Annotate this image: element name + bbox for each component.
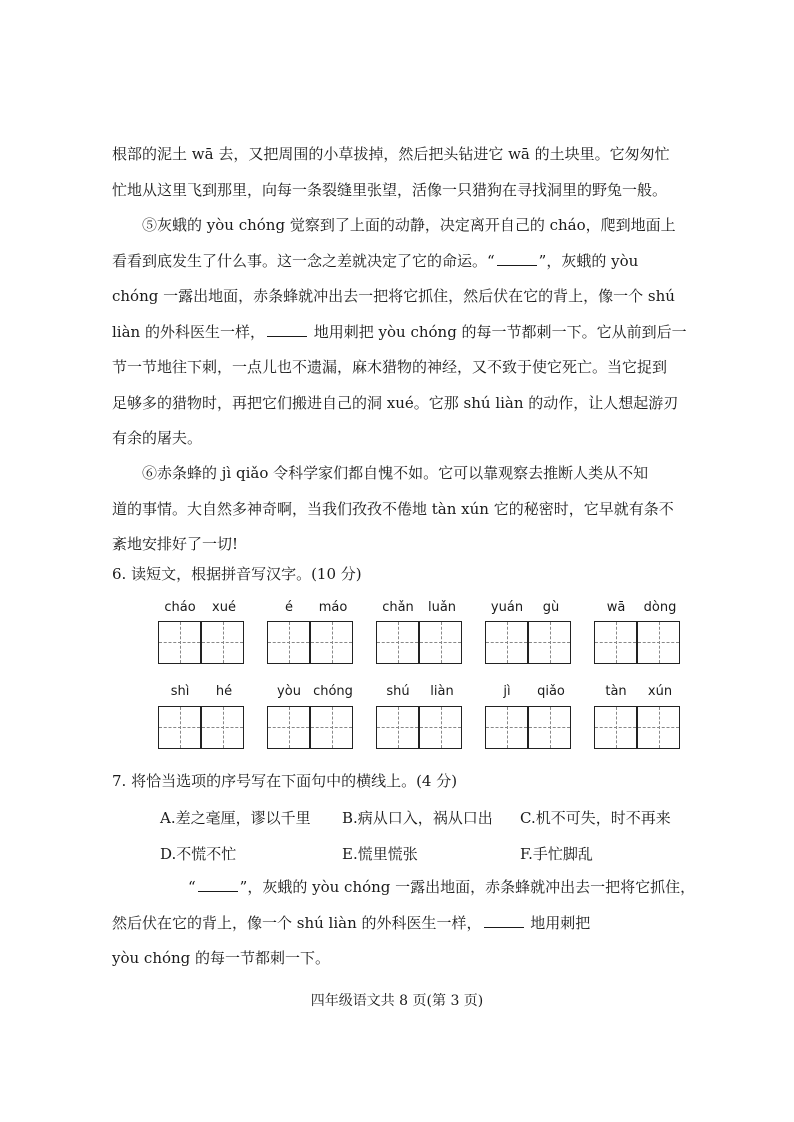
text-line: 足够多的猎物时，再把它们搬进自己的洞 xué。它那 shú liàn 的动作，让人想起游刃	[112, 393, 679, 412]
text-segment: 看看到底发生了什么事。这一念之差就决定了它的命运。“	[112, 251, 495, 270]
text-segment: 地用刺把 yòu chóng 的每一节都刺一下。它从前到后一	[308, 322, 687, 341]
text-line	[112, 244, 682, 280]
pinyin-pair	[267, 600, 355, 615]
pinyin: é	[285, 600, 293, 615]
question-6-title: 6. 读短文，根据拼音写汉字。(10 分)	[112, 565, 362, 583]
pinyin: xún	[647, 684, 673, 699]
pinyin: chóng	[313, 684, 353, 699]
text-line: 忙地从这里飞到那里，向每一条裂缝里张望，活像一只猎狗在寻找洞里的野兔一般。	[112, 180, 668, 199]
tianzige-box[interactable]	[310, 621, 353, 664]
answer-blank[interactable]	[497, 251, 537, 266]
question-7-sentence	[112, 870, 696, 977]
text-line: 道的事情。大自然多神奇啊，当我们孜孜不倦地 tàn xún 它的秘密时，它早就有条不	[112, 499, 674, 518]
tianzige-box[interactable]	[637, 621, 680, 664]
tianzige-box[interactable]	[419, 706, 462, 749]
tianzige-box[interactable]	[201, 706, 244, 749]
tianzige-pair	[594, 706, 682, 750]
pinyin: yòu	[277, 684, 301, 699]
tianzige-pair	[376, 621, 464, 665]
tianzige-box[interactable]	[376, 621, 419, 664]
option-a: A.差之毫厘，谬以千里	[160, 809, 311, 827]
tianzige-row-2	[158, 706, 686, 750]
question-7-title: 7. 将恰当选项的序号写在下面句中的横线上。(4 分)	[112, 772, 458, 790]
pinyin-pair	[158, 600, 246, 615]
text-segment: 然后伏在它的背上，像一个 shú liàn 的外科医生一样，	[112, 913, 482, 932]
tianzige-box[interactable]	[419, 621, 462, 664]
text-segment: ”，灰蛾的 yòu chóng 一露出地面，赤条蜂就冲出去一把将它抓住，	[239, 878, 696, 896]
tianzige-box[interactable]	[158, 621, 201, 664]
text-line: yòu chóng 的每一节都刺一下。	[112, 949, 331, 967]
text-line	[112, 906, 682, 942]
pinyin: jì	[503, 684, 511, 699]
tianzige-pair	[267, 621, 355, 665]
text-line: chóng 一露出地面，赤条蜂就冲出去一把将它抓住，然后伏在它的背上，像一个 shú	[112, 287, 675, 305]
tianzige-pair	[158, 621, 246, 665]
pinyin: luǎn	[427, 600, 457, 615]
tianzige-pair	[267, 706, 355, 750]
text-line: ⑤灰蛾的 yòu chóng 觉察到了上面的动静，决定离开自己的 cháo，爬到地面上	[142, 216, 676, 234]
option-f: F.手忙脚乱	[520, 845, 593, 863]
text-line: 有余的屠夫。	[112, 429, 203, 447]
tianzige-box[interactable]	[637, 706, 680, 749]
pinyin: shì	[170, 684, 190, 699]
tianzige-pair	[158, 706, 246, 750]
pinyin: chǎn	[382, 600, 414, 615]
pinyin: dòng	[643, 600, 677, 615]
text-line	[112, 870, 696, 906]
answer-blank[interactable]	[198, 877, 238, 892]
tianzige-box[interactable]	[201, 621, 244, 664]
text-line: 紊地安排好了一切!	[112, 535, 239, 553]
pinyin: yuán	[490, 600, 524, 615]
pinyin-pair	[376, 600, 464, 615]
pinyin-pair	[594, 684, 682, 699]
pinyin: hé	[215, 684, 233, 699]
text-segment: ”，灰蛾的 yòu	[538, 251, 639, 270]
tianzige-box[interactable]	[485, 706, 528, 749]
pinyin: máo	[318, 600, 348, 615]
pinyin: wā	[606, 600, 626, 615]
tianzige-box[interactable]	[310, 706, 353, 749]
pinyin: liàn	[430, 684, 454, 699]
passage-paragraph-6	[112, 456, 682, 563]
option-d: D.不慌不忙	[160, 845, 237, 863]
pinyin-pair	[158, 684, 246, 699]
text-line: ⑥赤条蜂的 jì qiǎo 令科学家们都自愧不如。它可以靠观察去推断人类从不知	[142, 464, 649, 482]
pinyin-pair	[594, 600, 682, 615]
tianzige-pair	[594, 621, 682, 665]
pinyin: qiǎo	[537, 684, 565, 699]
text-segment: “	[188, 878, 196, 896]
pinyin: xué	[212, 600, 236, 615]
text-segment: liàn 的外科医生一样，	[112, 322, 265, 341]
tianzige-box[interactable]	[158, 706, 201, 749]
pinyin-pair	[376, 684, 464, 699]
text-line: 节一节地往下刺，一点儿也不遗漏，麻木猎物的神经，又不致于使它死亡。当它捉到	[112, 358, 668, 376]
option-c: C.机不可失，时不再来	[520, 809, 671, 827]
tianzige-box[interactable]	[528, 621, 571, 664]
pinyin-pair	[267, 684, 355, 699]
tianzige-pair	[376, 706, 464, 750]
pinyin: tàn	[605, 684, 627, 699]
tianzige-box[interactable]	[267, 706, 310, 749]
tianzige-box[interactable]	[485, 621, 528, 664]
tianzige-box[interactable]	[528, 706, 571, 749]
passage-paragraph-4	[112, 137, 682, 208]
tianzige-box[interactable]	[267, 621, 310, 664]
tianzige-pair	[485, 621, 573, 665]
tianzige-box[interactable]	[376, 706, 419, 749]
passage-paragraph-5	[112, 208, 687, 457]
answer-blank[interactable]	[484, 913, 524, 928]
text-line: 根部的泥土 wā 去，又把周围的小草拔掉，然后把头钻进它 wā 的土块里。它匆匆忙	[112, 145, 670, 163]
pinyin: shú	[386, 684, 410, 699]
option-b: B.病从口入，祸从口出	[342, 809, 493, 827]
text-segment: 地用刺把	[525, 913, 591, 932]
pinyin-row-1	[158, 600, 686, 620]
tianzige-box[interactable]	[594, 621, 637, 664]
tianzige-box[interactable]	[594, 706, 637, 749]
text-line	[112, 315, 687, 351]
pinyin: gù	[542, 600, 560, 615]
answer-blank[interactable]	[267, 322, 307, 337]
pinyin: cháo	[164, 600, 196, 615]
pinyin-pair	[485, 600, 573, 615]
tianzige-pair	[485, 706, 573, 750]
option-e: E.慌里慌张	[342, 845, 418, 863]
page-footer: 四年级语文共 8 页(第 3 页)	[310, 993, 484, 1009]
pinyin-pair	[485, 684, 573, 699]
pinyin-row-2	[158, 684, 686, 704]
tianzige-row-1	[158, 621, 686, 665]
